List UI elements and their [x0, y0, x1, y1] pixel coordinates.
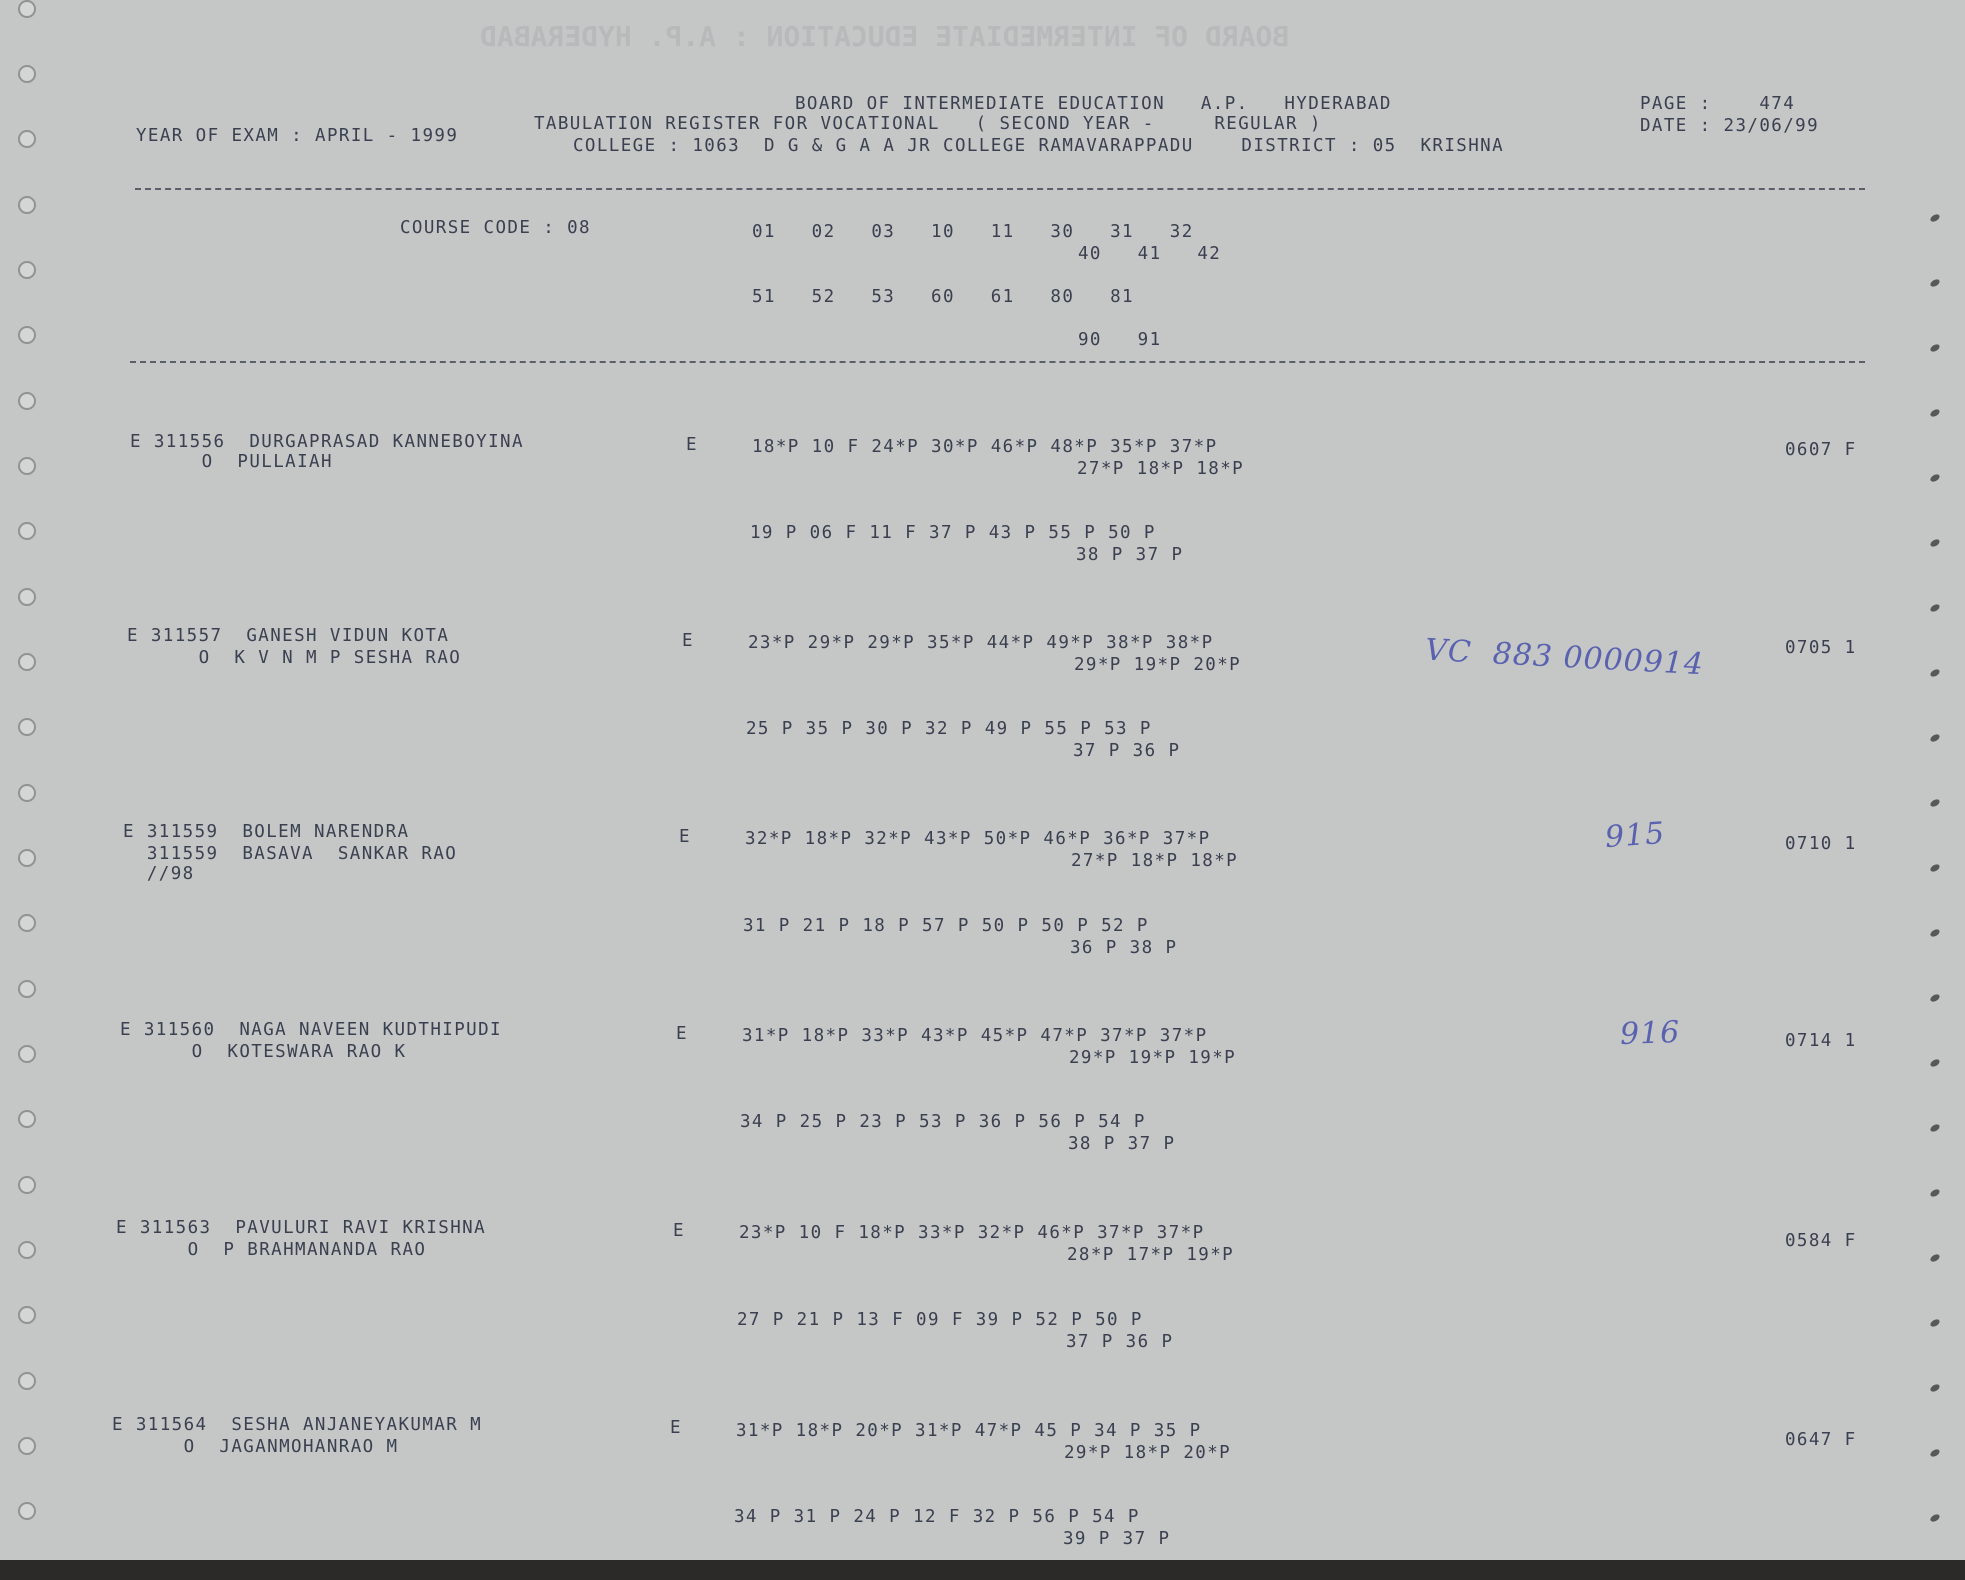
medium-code: E [670, 1418, 682, 1438]
second-year-marks: 31 P 21 P 18 P 57 P 50 P 50 P 52 P [743, 916, 1149, 936]
first-year-marks-cont: 27*P 18*P 18*P [1071, 851, 1239, 871]
roll-and-name: E 311559 BOLEM NARENDRA [123, 822, 410, 842]
table-surface-edge [0, 1560, 1965, 1580]
medium-code: E [679, 827, 691, 847]
roll-and-name: E 311556 DURGAPRASAD KANNEBOYINA [130, 432, 524, 452]
first-year-marks-cont: 29*P 18*P 20*P [1064, 1443, 1232, 1463]
student-record [0, 1014, 1965, 1210]
handwritten-annotation: 915 [1603, 815, 1667, 856]
student-record [0, 1415, 1965, 1560]
college-line: COLLEGE : 1063 D G & G A A JR COLLEGE RAMAVARAPPADU DISTRICT : 05 KRISHNA [573, 136, 1504, 156]
medium-code: E [673, 1221, 685, 1241]
second-year-marks-cont: 37 P 36 P [1066, 1332, 1174, 1352]
first-year-marks-cont: 28*P 17*P 19*P [1067, 1245, 1235, 1265]
first-year-marks: 23*P 29*P 29*P 35*P 44*P 49*P 38*P 38*P [748, 633, 1214, 653]
parent-name: O P BRAHMANANDA RAO [116, 1240, 427, 1260]
first-year-marks: 23*P 10 F 18*P 33*P 32*P 46*P 37*P 37*P [739, 1223, 1205, 1243]
handwritten-annotation: 916 [1619, 1014, 1681, 1053]
first-year-marks-cont: 29*P 19*P 19*P [1069, 1048, 1237, 1068]
roll-and-name: E 311564 SESHA ANJANEYAKUMAR M [112, 1415, 483, 1435]
page-number: PAGE : 474 [1640, 94, 1796, 114]
header-rule-bottom [130, 361, 1865, 363]
grand-total-result: 0714 1 [1785, 1031, 1857, 1051]
second-year-marks: 27 P 21 P 13 F 09 F 39 P 52 P 50 P [737, 1310, 1143, 1330]
course-code-label: COURSE CODE : 08 [400, 218, 591, 238]
student-record [0, 815, 1965, 1012]
first-year-marks: 18*P 10 F 24*P 30*P 46*P 48*P 35*P 37*P [752, 437, 1218, 457]
subject-codes-row-3: 51 52 53 60 61 80 81 [752, 287, 1134, 307]
grand-total-result: 0710 1 [1785, 834, 1857, 854]
second-year-marks: 34 P 31 P 24 P 12 F 32 P 56 P 54 P [734, 1507, 1140, 1527]
parent-name: O K V N M P SESHA RAO [127, 648, 462, 668]
first-year-marks: 31*P 18*P 33*P 43*P 45*P 47*P 37*P 37*P [742, 1026, 1208, 1046]
grand-total-result: 0647 F [1785, 1430, 1857, 1450]
student-record [0, 626, 1965, 816]
roll-and-name: E 311560 NAGA NAVEEN KUDTHIPUDI [120, 1020, 502, 1040]
second-year-marks: 19 P 06 F 11 F 37 P 43 P 55 P 50 P [750, 523, 1156, 543]
medium-code: E [682, 631, 694, 651]
register-title: TABULATION REGISTER FOR VOCATIONAL ( SECOND YEAR - REGULAR ) [534, 114, 1322, 134]
subject-codes-row-4: 90 91 [1078, 330, 1162, 350]
medium-code: E [676, 1024, 688, 1044]
parent-name: 311559 BASAVA SANKAR RAO [123, 844, 458, 864]
grand-total-result: 0584 F [1785, 1231, 1857, 1251]
first-year-marks-cont: 27*P 18*P 18*P [1077, 459, 1245, 479]
second-year-marks-cont: 38 P 37 P [1076, 545, 1184, 565]
print-date: DATE : 23/06/99 [1640, 116, 1820, 136]
year-of-exam: YEAR OF EXAM : APRIL - 1999 [136, 126, 459, 146]
parent-name: O KOTESWARA RAO K [120, 1042, 407, 1062]
grand-total-result: 0705 1 [1785, 638, 1857, 658]
second-year-marks-cont: 38 P 37 P [1068, 1134, 1176, 1154]
result-year-note: //98 [123, 864, 195, 884]
roll-and-name: E 311557 GANESH VIDUN KOTA [127, 626, 450, 646]
second-year-marks-cont: 36 P 38 P [1070, 938, 1178, 958]
parent-name: O PULLAIAH [130, 452, 333, 472]
subject-codes-row-1: 01 02 03 10 11 30 31 32 [752, 222, 1194, 242]
subject-codes-row-2: 40 41 42 [1078, 244, 1222, 264]
bleed-through-text: BOARD OF INTERMEDIATE EDUCATION : A.P. HYDERABAD [480, 20, 1290, 53]
second-year-marks-cont: 39 P 37 P [1063, 1529, 1171, 1549]
student-record [0, 430, 1965, 620]
grand-total-result: 0607 F [1785, 440, 1857, 460]
roll-and-name: E 311563 PAVULURI RAVI KRISHNA [116, 1218, 487, 1238]
first-year-marks-cont: 29*P 19*P 20*P [1074, 655, 1242, 675]
first-year-marks: 31*P 18*P 20*P 31*P 47*P 45 P 34 P 35 P [736, 1421, 1202, 1441]
second-year-marks-cont: 37 P 36 P [1073, 741, 1181, 761]
header-rule-top [135, 188, 1865, 190]
board-title: BOARD OF INTERMEDIATE EDUCATION A.P. HYDERABAD [795, 94, 1392, 114]
parent-name: O JAGANMOHANRAO M [112, 1437, 399, 1457]
student-record [0, 1218, 1965, 1408]
first-year-marks: 32*P 18*P 32*P 43*P 50*P 46*P 36*P 37*P [745, 829, 1211, 849]
second-year-marks: 25 P 35 P 30 P 32 P 49 P 55 P 53 P [746, 719, 1152, 739]
second-year-marks: 34 P 25 P 23 P 53 P 36 P 56 P 54 P [740, 1112, 1146, 1132]
medium-code: E [686, 435, 698, 455]
handwritten-annotation: VC 883 0000914 [1424, 632, 1705, 683]
